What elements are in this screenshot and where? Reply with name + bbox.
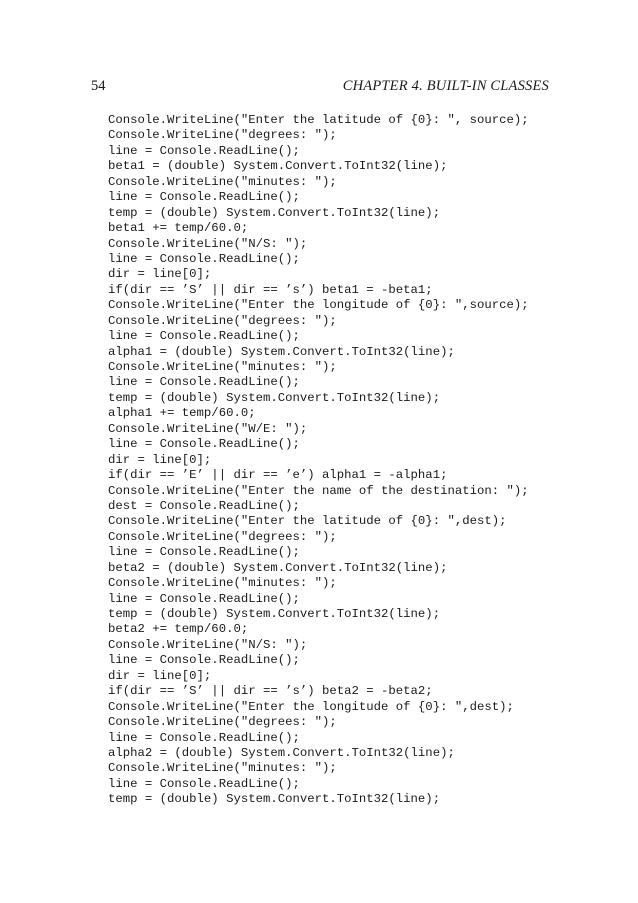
code-line: Console.WriteLine("degrees: ");	[108, 128, 337, 143]
page-number: 54	[91, 78, 106, 94]
code-line: line = Console.ReadLine();	[108, 730, 300, 745]
code-line: Console.WriteLine("minutes: ");	[108, 761, 337, 776]
code-line: Console.WriteLine("degrees: ");	[108, 529, 337, 544]
code-line: temp = (double) System.Convert.ToInt32(line);	[108, 205, 441, 220]
page-header	[91, 78, 549, 96]
code-line: Console.WriteLine("W/E: ");	[108, 421, 308, 436]
code-line: beta2 += temp/60.0;	[108, 622, 249, 637]
code-line: Console.WriteLine("Enter the latitude of {0}: ",dest);	[108, 514, 507, 529]
code-line: Console.WriteLine("minutes: ");	[108, 576, 337, 591]
code-line: line = Console.ReadLine();	[108, 591, 300, 606]
code-line: if(dir == ’S’ || dir == ’s’) beta1 = -beta1;	[108, 282, 433, 297]
code-line: line = Console.ReadLine();	[108, 190, 300, 205]
code-line: Console.WriteLine("N/S: ");	[108, 236, 308, 251]
code-line: alpha1 = (double) System.Convert.ToInt32(line);	[108, 344, 455, 359]
code-line: line = Console.ReadLine();	[108, 653, 300, 668]
code-line: line = Console.ReadLine();	[108, 437, 300, 452]
code-listing	[108, 113, 529, 808]
code-line: alpha2 = (double) System.Convert.ToInt32(line);	[108, 745, 455, 760]
code-line: line = Console.ReadLine();	[108, 143, 300, 158]
code-line: Console.WriteLine("minutes: ");	[108, 174, 337, 189]
code-line: Console.WriteLine("Enter the latitude of {0}: ", source);	[108, 113, 529, 127]
code-line: temp = (double) System.Convert.ToInt32(line);	[108, 792, 441, 807]
code-line: line = Console.ReadLine();	[108, 776, 300, 791]
code-line: Console.WriteLine("N/S: ");	[108, 637, 308, 652]
code-line: Console.WriteLine("degrees: ");	[108, 715, 337, 730]
code-line: Console.WriteLine("minutes: ");	[108, 360, 337, 374]
code-line: temp = (double) System.Convert.ToInt32(line);	[108, 390, 441, 405]
code-line: dir = line[0];	[108, 452, 212, 467]
code-line: line = Console.ReadLine();	[108, 251, 300, 266]
code-line: line = Console.ReadLine();	[108, 375, 300, 390]
code-line: Console.WriteLine("Enter the name of the destination: ");	[108, 483, 529, 498]
code-line: Console.WriteLine("degrees: ");	[108, 313, 337, 328]
code-line: Console.WriteLine("Enter the longitude of {0}: ",source);	[108, 298, 529, 313]
code-line: line = Console.ReadLine();	[108, 545, 300, 560]
code-line: temp = (double) System.Convert.ToInt32(line);	[108, 607, 441, 621]
code-line: dir = line[0];	[108, 668, 212, 683]
running-head: CHAPTER 4. BUILT-IN CLASSES	[342, 78, 549, 94]
code-line: beta1 = (double) System.Convert.ToInt32(line);	[108, 159, 448, 174]
code-line: if(dir == ’E’ || dir == ’e’) alpha1 = -alpha1;	[108, 468, 448, 483]
code-line: Console.WriteLine("Enter the longitude of {0}: ",dest);	[108, 699, 514, 714]
code-line: dir = line[0];	[108, 267, 212, 282]
code-line: if(dir == ’S’ || dir == ’s’) beta2 = -beta2;	[108, 684, 433, 699]
code-line: beta1 += temp/60.0;	[108, 221, 249, 236]
code-line: line = Console.ReadLine();	[108, 329, 300, 344]
code-line: alpha1 += temp/60.0;	[108, 406, 256, 421]
code-line: dest = Console.ReadLine();	[108, 498, 300, 513]
code-line: beta2 = (double) System.Convert.ToInt32(line);	[108, 560, 448, 575]
